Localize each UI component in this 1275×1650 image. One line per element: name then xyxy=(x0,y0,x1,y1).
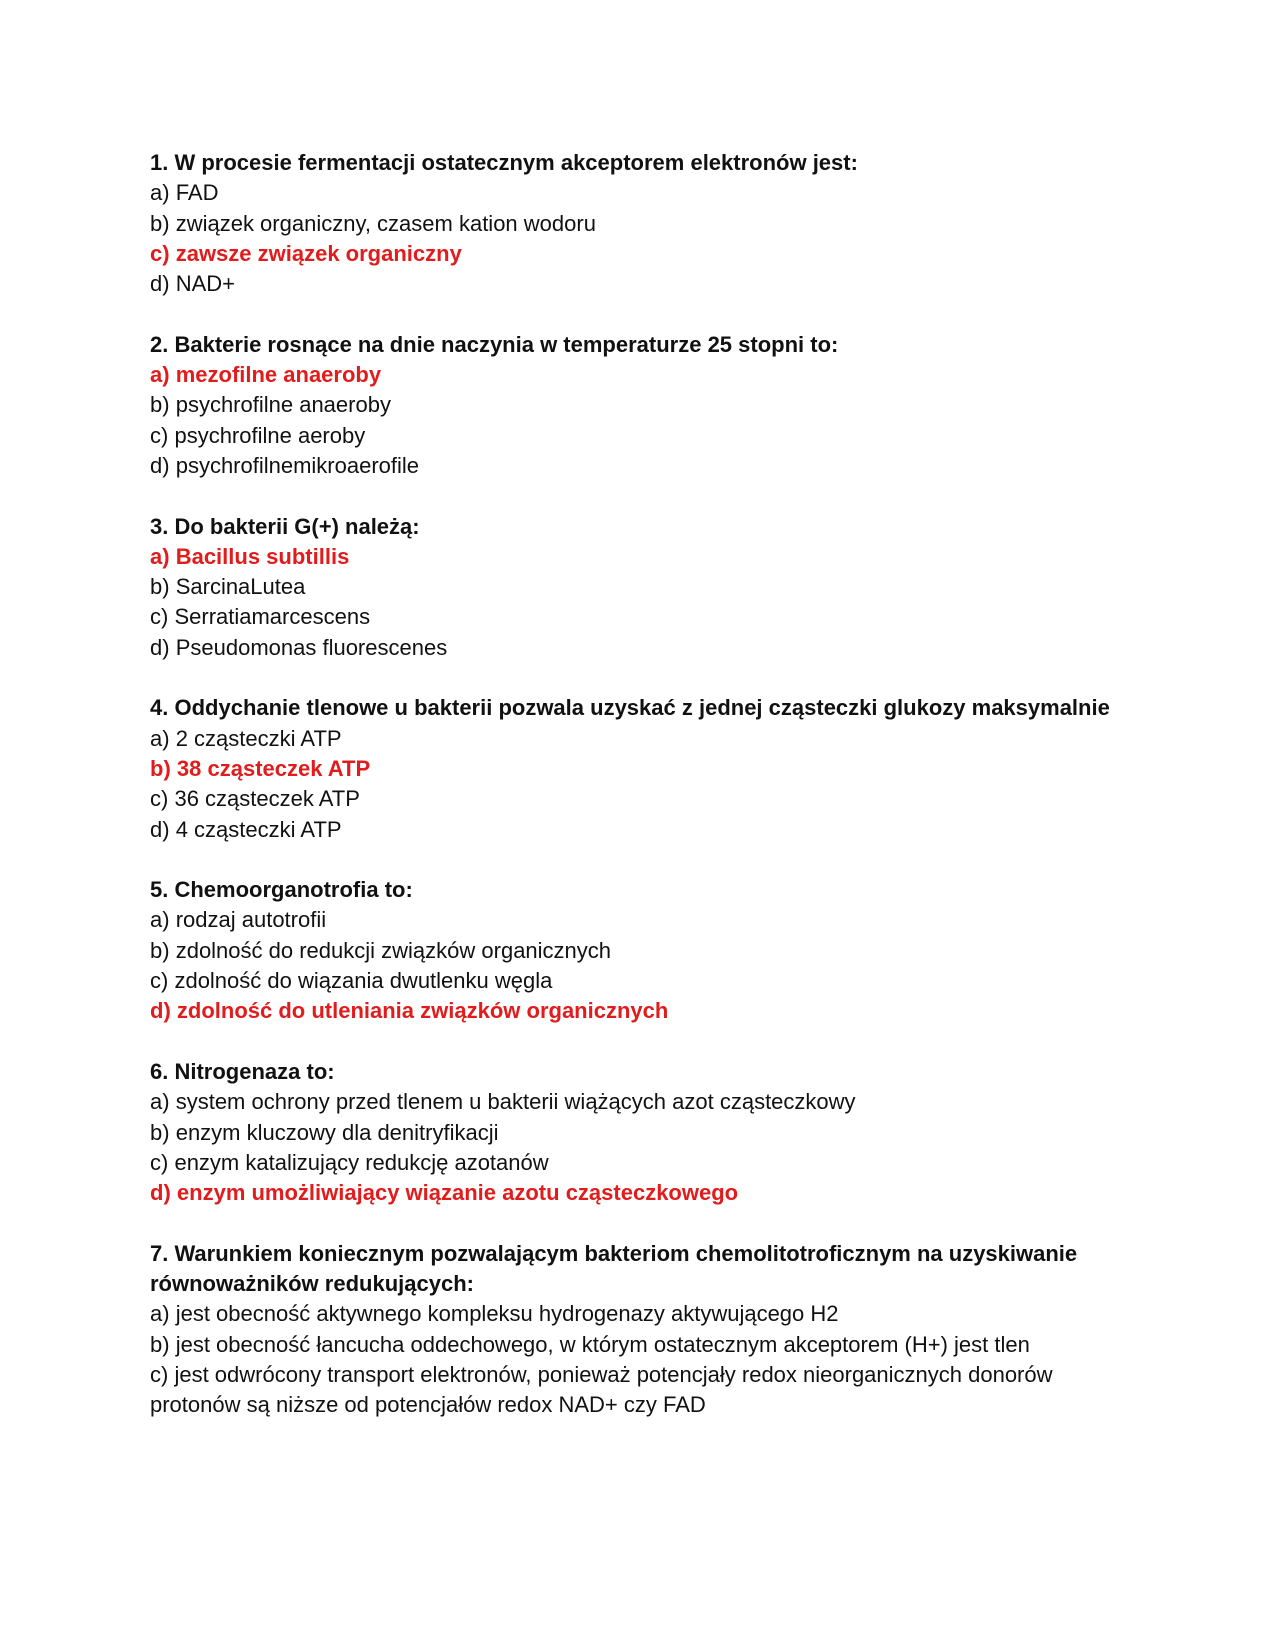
question-2 xyxy=(150,330,1130,481)
question-text: Do bakterii G(+) należą: xyxy=(174,513,420,539)
option-c-correct-answer: c ) zawsze związek organiczny xyxy=(150,239,1130,269)
question-title xyxy=(150,693,1130,723)
question-text: Chemoorganotrofia to: xyxy=(174,877,413,903)
question-3 xyxy=(150,512,1130,663)
question-title xyxy=(150,875,1130,905)
option-c: c ) 36 cząsteczek ATP xyxy=(150,784,1130,814)
question-title xyxy=(150,1239,1130,1300)
question-text: W procesie fermentacji ostatecznym akceptorem elektronów jest: xyxy=(174,150,858,175)
option-a: a ) 2 cząsteczki ATP xyxy=(150,724,1130,754)
question-title xyxy=(150,330,1130,360)
option-a: a ) jest obecność aktywnego kompleksu hydrogenazy aktywującego H2 xyxy=(150,1299,1130,1329)
option-c: c ) jest odwrócony transport elektronów, ponieważ potencjały redox nieorganicznych donorów protonów są niższe od potencjałów redox NAD+ czy FAD xyxy=(150,1360,1130,1421)
option-a-correct-answer: a ) mezofilne anaeroby xyxy=(150,360,1130,390)
question-number: 1. xyxy=(150,150,169,175)
question-title xyxy=(150,512,1130,542)
question-number: 6. xyxy=(150,1058,169,1084)
option-b: b ) jest obecność łancucha oddechowego, w którym ostatecznym akceptorem (H+) jest tlen xyxy=(150,1330,1130,1360)
question-text: Warunkiem koniecznym pozwalającym bakteriom chemolitotroficznym na uzyskiwanie równoważników redukujących: xyxy=(150,1240,1078,1296)
option-c: c ) psychrofilne aeroby xyxy=(150,421,1130,451)
quiz-document xyxy=(150,148,1130,1451)
option-b: b ) zdolność do redukcji związków organicznych xyxy=(150,936,1130,966)
option-d: d ) NAD+ xyxy=(150,269,1130,299)
option-b-correct-answer: b ) 38 cząsteczek ATP xyxy=(150,754,1130,784)
question-text: Nitrogenaza to: xyxy=(174,1058,335,1084)
option-d-correct-answer: d ) enzym umożliwiający wiązanie azotu cząsteczkowego xyxy=(150,1178,1130,1208)
question-title xyxy=(150,1057,1130,1087)
option-b: b ) enzym kluczowy dla denitryfikacji xyxy=(150,1118,1130,1148)
option-c: c ) Serratiamarcescens xyxy=(150,602,1130,632)
option-d: d ) Pseudomonas fluorescenes xyxy=(150,633,1130,663)
question-number: 3. xyxy=(150,513,169,539)
question-text: Oddychanie tlenowe u bakterii pozwala uzyskać z jednej cząsteczki glukozy maksymalnie xyxy=(174,695,1110,721)
question-number: 2. xyxy=(150,331,169,357)
question-number: 4. xyxy=(150,695,169,721)
option-a-correct-answer: a ) Bacillus subtillis xyxy=(150,542,1130,572)
option-d: d ) 4 cząsteczki ATP xyxy=(150,815,1130,845)
option-a: a ) system ochrony przed tlenem u bakterii wiążących azot cząsteczkowy xyxy=(150,1087,1130,1117)
option-d: d ) psychrofilnemikroaerofile xyxy=(150,451,1130,481)
question-1 xyxy=(150,148,1130,299)
option-b: b ) psychrofilne anaeroby xyxy=(150,390,1130,420)
question-text: Bakterie rosnące na dnie naczynia w temperaturze 25 stopni to: xyxy=(174,331,839,357)
question-6 xyxy=(150,1057,1130,1208)
question-4 xyxy=(150,693,1130,844)
option-a: a ) rodzaj autotrofii xyxy=(150,905,1130,935)
question-number: 7. xyxy=(150,1240,169,1266)
question-title xyxy=(150,148,1130,178)
option-d-correct-answer: d ) zdolność do utleniania związków organicznych xyxy=(150,996,1130,1026)
option-c: c ) enzym katalizujący redukcję azotanów xyxy=(150,1148,1130,1178)
option-b: b ) SarcinaLutea xyxy=(150,572,1130,602)
question-7 xyxy=(150,1239,1130,1421)
option-a: a ) FAD xyxy=(150,178,1130,208)
question-5 xyxy=(150,875,1130,1026)
option-c: c ) zdolność do wiązania dwutlenku węgla xyxy=(150,966,1130,996)
question-number: 5. xyxy=(150,877,169,903)
option-b: b ) związek organiczny, czasem kation wodoru xyxy=(150,209,1130,239)
